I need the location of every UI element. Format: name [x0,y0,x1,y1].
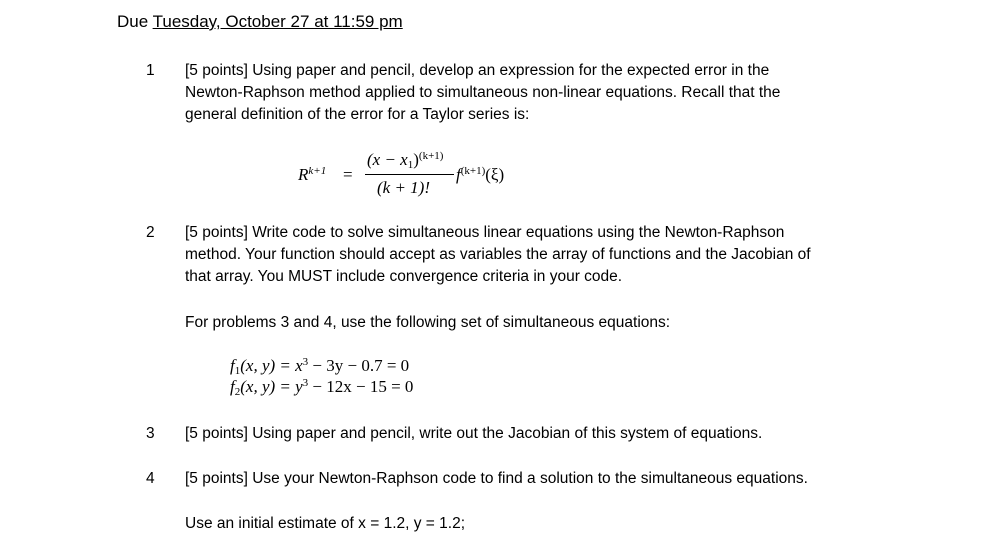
problem-number-2: 2 [146,224,155,241]
formula-lhs-base: R [298,165,309,184]
formula-equals: = [343,165,353,184]
problem-2-line-2: method. Your function should accept as variables the array of functions and the Jacobian of [185,246,811,263]
problem-number-1: 1 [146,62,155,79]
formula-numerator: $(x - x_1)^{(k+1)}$ [367,150,444,171]
due-prefix: Due [117,12,153,31]
problem-2-text [185,222,811,288]
problem-number-4: 4 [146,470,155,487]
formula-derivative: $f^{(k+1)}(\xi)$ [456,165,505,184]
formula-denominator: (k + 1)! [377,178,431,197]
problem-3-text: [5 points] Using paper and pencil, write out the Jacobian of this system of equations. [185,425,763,442]
problem-1-line-3: general definition of the error for a Taylor series is: [185,106,530,123]
problem-number-3: 3 [146,425,155,442]
formula-numerator-exp: (k+1) [418,150,444,162]
due-date-line [117,11,403,33]
equation-1: $f_1(x$, $y) = x^3 - 3y - 0.7 = 0$ [230,356,410,377]
problem-2-line-1: [5 points] Write code to solve simultaneous linear equations using the Newton-Raphson [185,224,785,241]
problem-4-text: [5 points] Use your Newton-Raphson code to find a solution to the simultaneous equations. [185,470,808,487]
problem-2-line-3: that array. You MUST include convergence criteria in your code. [185,268,623,285]
equation-2: $f_2(x$, $y) = y^3 - 12x - 15 = 0$ [230,377,414,398]
problem-1-line-1: [5 points] Using paper and pencil, develop an expression for the expected error in the [185,62,770,79]
initial-estimate: Use an initial estimate of x = 1.2, y = 1.2; [185,515,466,532]
due-date: Tuesday, October 27 at 11:59 pm [152,12,403,31]
formula-lhs [298,165,326,185]
problems-3-4-intro: For problems 3 and 4, use the following set of simultaneous equations: [185,314,671,331]
problem-1-text [185,60,780,126]
fraction-bar [365,174,454,175]
formula-lhs-exp: k+1 [308,165,327,177]
problem-1-line-2: Newton-Raphson method applied to simultaneous non-linear equations. Recall that the [185,84,781,101]
